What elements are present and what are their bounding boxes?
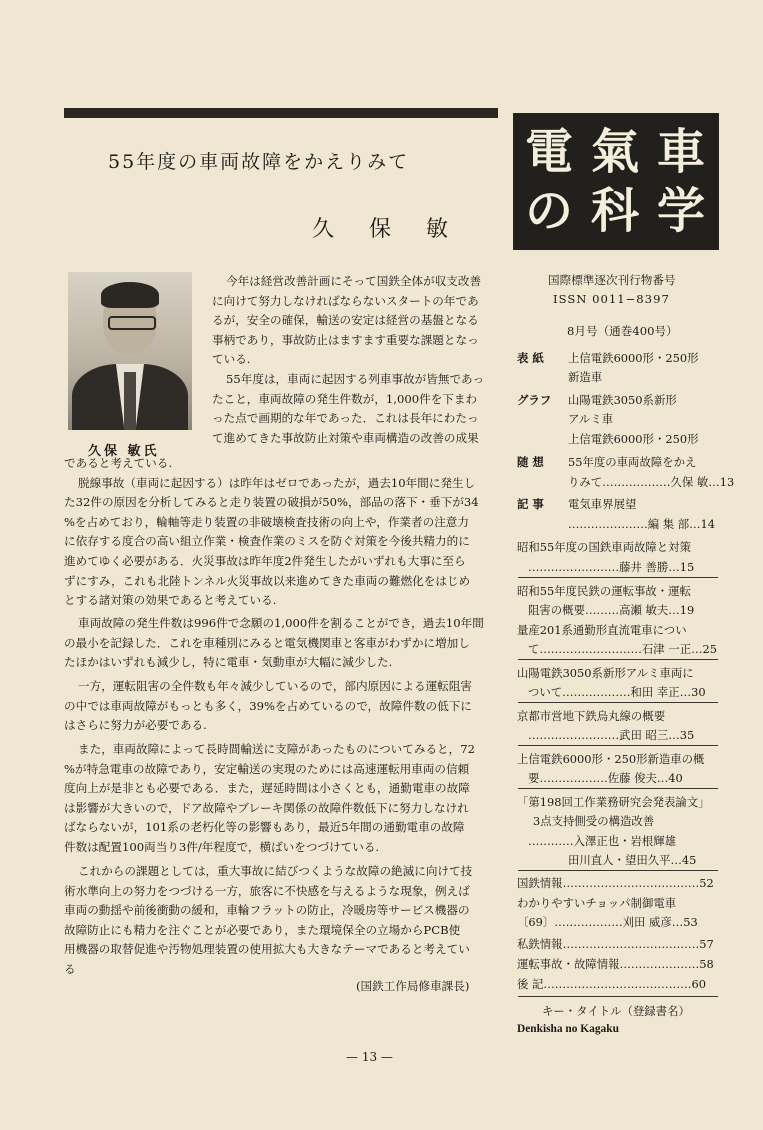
toc-heading: グラフ: [517, 393, 552, 407]
body-line: はさらに努力が必要である.: [64, 718, 207, 732]
toc-entry: 「第198回工作業務研究会発表論文」: [517, 795, 710, 809]
body-line: とする諸対策の効果であると考えている.: [64, 593, 277, 607]
author-photo: [68, 272, 192, 430]
body-line: 術水準向上の努力をつづける一方，旅客に不快感を与えるような現象，例えば: [64, 884, 470, 898]
body-line: 今年は経営改善計画にそって国鉄全体が収支改善: [226, 274, 482, 288]
toc-entry: 山陽電鉄3050系新形: [568, 393, 677, 407]
body-line: 一方，運転阻害の全件数も年々減少しているので，部内原因による運転阻害: [78, 679, 472, 693]
toc-entry: ……………………武田 昭三…35: [528, 728, 695, 742]
photo-caption: 久保 敏氏: [88, 444, 160, 459]
body-line: %が特急電車の故障であり，安定輸送の実現のためには高速運転用車両の信頼: [64, 762, 470, 776]
issn-label: 国際標準逐次刊行物番号: [548, 273, 676, 287]
toc-entry: 阻害の概要………高瀬 敏夫…19: [528, 603, 695, 617]
toc-entry: 私鉄情報………………………………57: [517, 937, 714, 951]
body-line: の最小を記録した．これを車種別にみると電気機関車と客車がわずかに増加し: [64, 636, 470, 650]
toc-heading: 表 紙: [517, 351, 544, 365]
body-line: 車両故障の発生件数は996件で念願の1,000件を割ることができ，過去10年間: [78, 616, 484, 630]
toc-entry: 後 記…………………………………60: [517, 977, 706, 991]
masthead-char: 電: [524, 124, 573, 180]
toc-entry: りみて………………久保 敏…13: [568, 475, 735, 489]
body-line: ずにすみ，これも北陸トンネル火災事故以来進めてきた車両の難燃化をはじめ: [64, 574, 471, 588]
body-line: 度向上が是非とも必要である．また，遅延時間は小さくとも，通勤電車の故障: [64, 781, 470, 795]
body-line: これからの課題としては，重大事故に結びつくような故障の絶滅に向けて技: [78, 864, 473, 878]
body-line: 故障防止にも精力を注ぐことが必要であり，また環境保全の立場からPCB使: [64, 923, 461, 937]
magazine-masthead: [513, 113, 719, 250]
toc-entry: 山陽電鉄3050系新形アルミ車両に: [517, 666, 694, 680]
toc-divider: [518, 870, 718, 871]
toc-entry: 量産201系通勤形直流電車につい: [517, 623, 687, 637]
toc-entry: 電気車界展望: [568, 497, 637, 511]
body-line: った点で画期的な年であった．これは長年にわたっ: [212, 411, 479, 425]
key-title-label: キー・タイトル（登録書名）: [542, 1004, 690, 1018]
toc-entry: 昭和55年度の国鉄車両故障と対策: [517, 540, 691, 554]
body-line: て進めてきた事故防止対策や車両構造の改善の成果: [212, 431, 479, 445]
author-affiliation: (国鉄工作局修車課長): [356, 979, 470, 993]
body-line: %を占めており，輪軸等走り装置の非破壊検査技術の向上や，作業者の注意力: [64, 515, 469, 529]
toc-entry: 国鉄情報………………………………52: [517, 876, 714, 890]
toc-entry: 上信電鉄6000形・250形新造車の概: [517, 752, 705, 766]
masthead-char: 車: [656, 124, 705, 180]
toc-heading: 随 想: [517, 455, 544, 469]
issn-number: ISSN 0011−8397: [553, 292, 670, 306]
body-line: るが，安全の確保，輸送の安定は経営の基盤となる: [212, 313, 479, 327]
toc-entry: て………………………石津 一正…25: [528, 642, 717, 656]
page-number: — 13 —: [346, 1050, 393, 1064]
toc-divider: [518, 702, 718, 703]
body-line: たこと，車両故障の発生件数が，1,000件を下まわ: [212, 392, 478, 406]
toc-entry: ついて………………和田 幸正…30: [528, 685, 706, 699]
toc-divider: [518, 745, 718, 746]
body-line: 件数は配置100両当り3件/年程度で，横ばいをつづけている.: [64, 840, 380, 854]
article-title: 55年度の車両故障をかえりみて: [108, 151, 410, 173]
toc-divider: [518, 788, 718, 789]
body-line: また，車両故障によって長時間輸送に支障があったものについてみると，72: [78, 742, 476, 756]
toc-entry: アルミ車: [568, 412, 614, 426]
toc-entry: 運転事故・故障情報…………………58: [517, 957, 714, 971]
toc-heading: 記 事: [517, 497, 544, 511]
masthead-char: 科: [590, 183, 639, 239]
toc-entry: …………………編 集 部…14: [568, 517, 716, 531]
title-rule: [64, 108, 498, 118]
body-line: たほかはいずれも減少し，特に電車・気動車が大幅に減少した.: [64, 655, 393, 669]
masthead-char: 氣: [590, 124, 639, 180]
toc-divider: [518, 577, 718, 578]
body-line: た32件の原因を分析してみると走り装置の破損が50%，部品の落下・垂下が34: [64, 495, 479, 509]
toc-entry: 田川直人・望田久平…45: [568, 853, 697, 867]
body-line: は影響が大きいので，ドア故障やブレーキ関係の故障件数低下に努力しなけれ: [64, 801, 469, 815]
toc-entry: 55年度の車両故障をかえ: [568, 455, 697, 469]
toc-entry: …………入澤正也・岩根輝雄: [528, 834, 677, 848]
body-line: る: [64, 962, 76, 976]
body-line: に依存する度合の高い組立作業・検査作業のミスを防ぐ対策を今後共精力的に: [64, 534, 470, 548]
toc-entry: ……………………藤井 善勝…15: [528, 560, 695, 574]
body-line: 用機器の取替促進や汚物処理装置の使用拡大も大きなテーマであると考えてい: [64, 942, 470, 956]
body-line: 55年度は，車両に起因する列車事故が皆無であっ: [226, 372, 485, 386]
toc-entry: 3点支持側受の構造改善: [533, 814, 655, 828]
masthead-char: の: [524, 183, 573, 239]
body-line: 車両の動揺や前後衝動の緩和，車輪フラットの防止，冷暖房等サービス機器の: [64, 903, 470, 917]
body-line: ばならないが，101系の老朽化等の影響もあり，最近5年間の通勤電車の故障: [64, 820, 465, 834]
toc-entry: 上信電鉄6000形・250形: [568, 432, 699, 446]
body-line: 事柄であり，事故防止はますます重要な課題となっ: [212, 333, 479, 347]
article-author: 久 保 敏: [312, 217, 462, 242]
body-line: であると考えている.: [64, 456, 173, 470]
toc-entry: 京都市営地下鉄烏丸線の概要: [517, 709, 666, 723]
issue-number: 8月号（通巻400号）: [567, 324, 678, 338]
masthead-char: 学: [656, 183, 705, 239]
body-line: 脱線事故（車両に起因する）は昨年はゼロであったが，過去10年間に発生し: [78, 476, 476, 490]
body-line: の中では車両故障がもっとも多く，39%を占めているので，故障件数の低下に: [64, 699, 472, 713]
body-line: ている.: [212, 352, 251, 366]
toc-entry: 上信電鉄6000形・250形: [568, 351, 699, 365]
toc-divider: [518, 659, 718, 660]
toc-entry: わかりやすいチョッパ制御電車: [517, 896, 677, 910]
toc-entry: 〔69〕………………刈田 威彦…53: [517, 915, 698, 929]
toc-divider: [518, 996, 718, 997]
body-line: に向けて努力しなければならないスタートの年であ: [212, 294, 479, 308]
body-line: 進めてゆく必要がある．火災事故は昨年度2件発生したがいずれも大事に至ら: [64, 554, 466, 568]
toc-entry: 昭和55年度民鉄の運転事故・運転: [517, 584, 691, 598]
toc-entry: 新造車: [568, 370, 603, 384]
toc-entry: 要………………佐藤 俊夫…40: [528, 771, 683, 785]
key-title-value: Denkisha no Kagaku: [517, 1023, 619, 1035]
